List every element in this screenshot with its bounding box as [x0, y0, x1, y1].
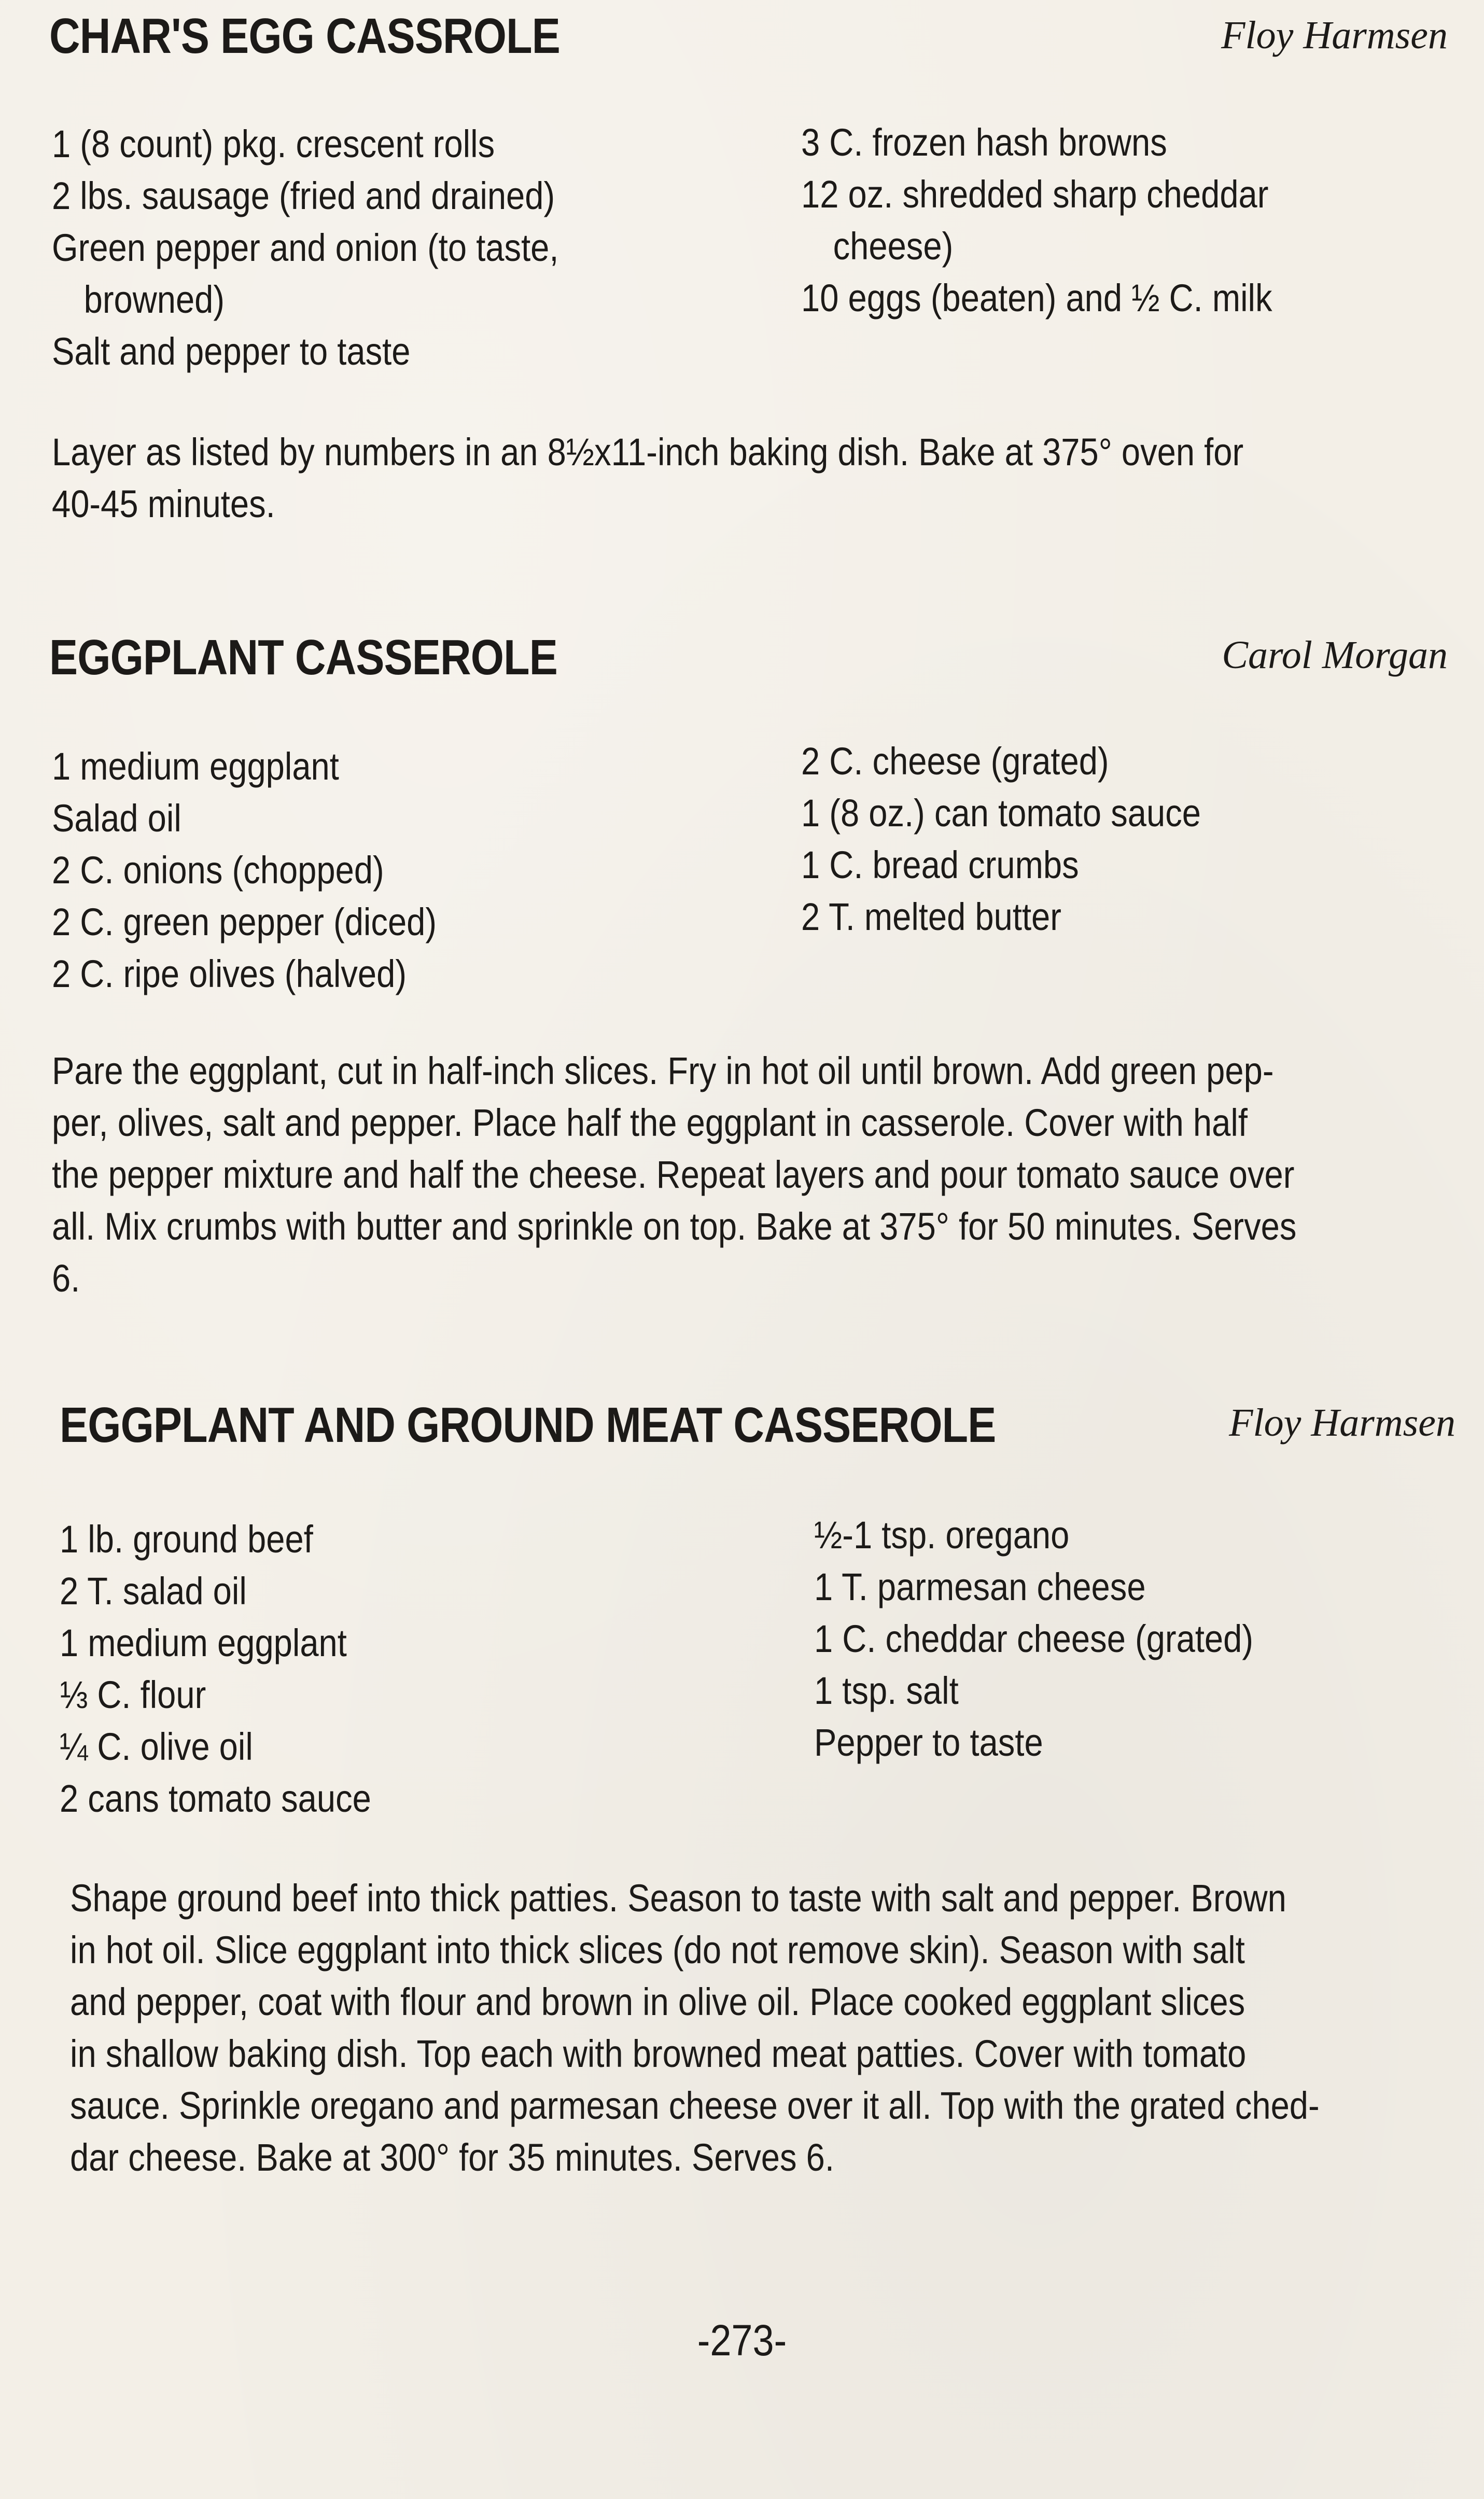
ingredients-right	[814, 1509, 1467, 1769]
ingredient: 2 C. cheese (grated)	[801, 740, 1109, 783]
recipe-author: Floy Harmsen	[1221, 13, 1448, 57]
ingredient: cheese)	[833, 225, 954, 268]
ingredient: 1 (8 oz.) can tomato sauce	[801, 792, 1201, 835]
ingredients-left	[52, 118, 767, 378]
recipe-title: EGGPLANT CASSEROLE	[49, 630, 557, 685]
directions-line: Pare the eggplant, cut in half-inch slices. Fry in hot oil until brown. Add green pep-	[52, 1049, 1274, 1092]
directions	[52, 1045, 1462, 1304]
ingredient: Green pepper and onion (to taste,	[52, 226, 559, 269]
ingredient: ⅓ C. flour	[60, 1673, 206, 1716]
page-number: -273-	[697, 2316, 787, 2365]
directions-line: in shallow baking dish. Top each with browned meat patties. Cover with tomato	[70, 2032, 1247, 2075]
recipe-author: Carol Morgan	[1222, 633, 1448, 677]
ingredients-right	[801, 735, 1454, 943]
ingredient: Salad oil	[52, 797, 181, 840]
ingredient: 12 oz. shredded sharp cheddar	[801, 173, 1269, 216]
directions-line: sauce. Sprinkle oregano and parmesan cheese over it all. Top with the grated ched-	[70, 2084, 1320, 2127]
directions-line: the pepper mixture and half the cheese. Repeat layers and pour tomato sauce over	[52, 1153, 1295, 1196]
recipe-title: EGGPLANT AND GROUND MEAT CASSEROLE	[60, 1397, 996, 1453]
ingredient: browned)	[83, 278, 225, 321]
ingredient: 1 lb. ground beef	[60, 1518, 313, 1561]
ingredient: ¼ C. olive oil	[60, 1725, 253, 1768]
directions-line: 6.	[52, 1257, 80, 1300]
directions-line: per, olives, salt and pepper. Place half the eggplant in casserole. Cover with half	[52, 1101, 1248, 1144]
recipe-title: CHAR'S EGG CASSROLE	[49, 8, 560, 64]
ingredient: 1 tsp. salt	[814, 1669, 959, 1712]
ingredient: 2 T. salad oil	[60, 1570, 247, 1613]
directions-line: Shape ground beef into thick patties. Season to taste with salt and pepper. Brown	[70, 1877, 1286, 1920]
directions-line: dar cheese. Bake at 300° for 35 minutes. Serves 6.	[70, 2136, 834, 2179]
ingredients-left	[52, 741, 767, 1000]
ingredient: 2 lbs. sausage (fried and drained)	[52, 174, 555, 217]
ingredient: 1 medium eggplant	[52, 745, 339, 788]
ingredient: 3 C. frozen hash browns	[801, 121, 1167, 164]
ingredient: 2 cans tomato sauce	[60, 1777, 371, 1820]
ingredients-right	[801, 117, 1454, 324]
ingredient: 1 (8 count) pkg. crescent rolls	[52, 122, 495, 165]
directions-line: in hot oil. Slice eggplant into thick slices (do not remove skin). Season with salt	[70, 1928, 1245, 1972]
directions-line: and pepper, coat with flour and brown in olive oil. Place cooked eggplant slices	[70, 1980, 1245, 2023]
ingredients-left	[60, 1514, 775, 1825]
ingredient: 1 C. cheddar cheese (grated)	[814, 1617, 1254, 1660]
ingredient: 2 C. green pepper (diced)	[52, 900, 437, 943]
directions-line: 40-45 minutes.	[52, 482, 275, 525]
directions-line: all. Mix crumbs with butter and sprinkle on top. Bake at 375° for 50 minutes. Serves	[52, 1205, 1297, 1248]
ingredient: 2 C. onions (chopped)	[52, 849, 384, 892]
ingredient: ½-1 tsp. oregano	[814, 1514, 1070, 1557]
directions	[70, 1872, 1480, 2184]
directions	[52, 426, 1462, 530]
ingredient: Pepper to taste	[814, 1721, 1043, 1764]
ingredient: 2 T. melted butter	[801, 895, 1061, 938]
ingredient: 1 T. parmesan cheese	[814, 1565, 1146, 1608]
ingredient: 2 C. ripe olives (halved)	[52, 952, 407, 995]
ingredient: 10 eggs (beaten) and ½ C. milk	[801, 276, 1272, 320]
directions-line: Layer as listed by numbers in an 8½x11-inch baking dish. Bake at 375° oven for	[52, 431, 1244, 474]
ingredient: Salt and pepper to taste	[52, 330, 411, 373]
ingredient: 1 medium eggplant	[60, 1621, 347, 1664]
ingredient: 1 C. bread crumbs	[801, 843, 1079, 886]
recipe-author: Floy Harmsen	[1229, 1401, 1455, 1445]
